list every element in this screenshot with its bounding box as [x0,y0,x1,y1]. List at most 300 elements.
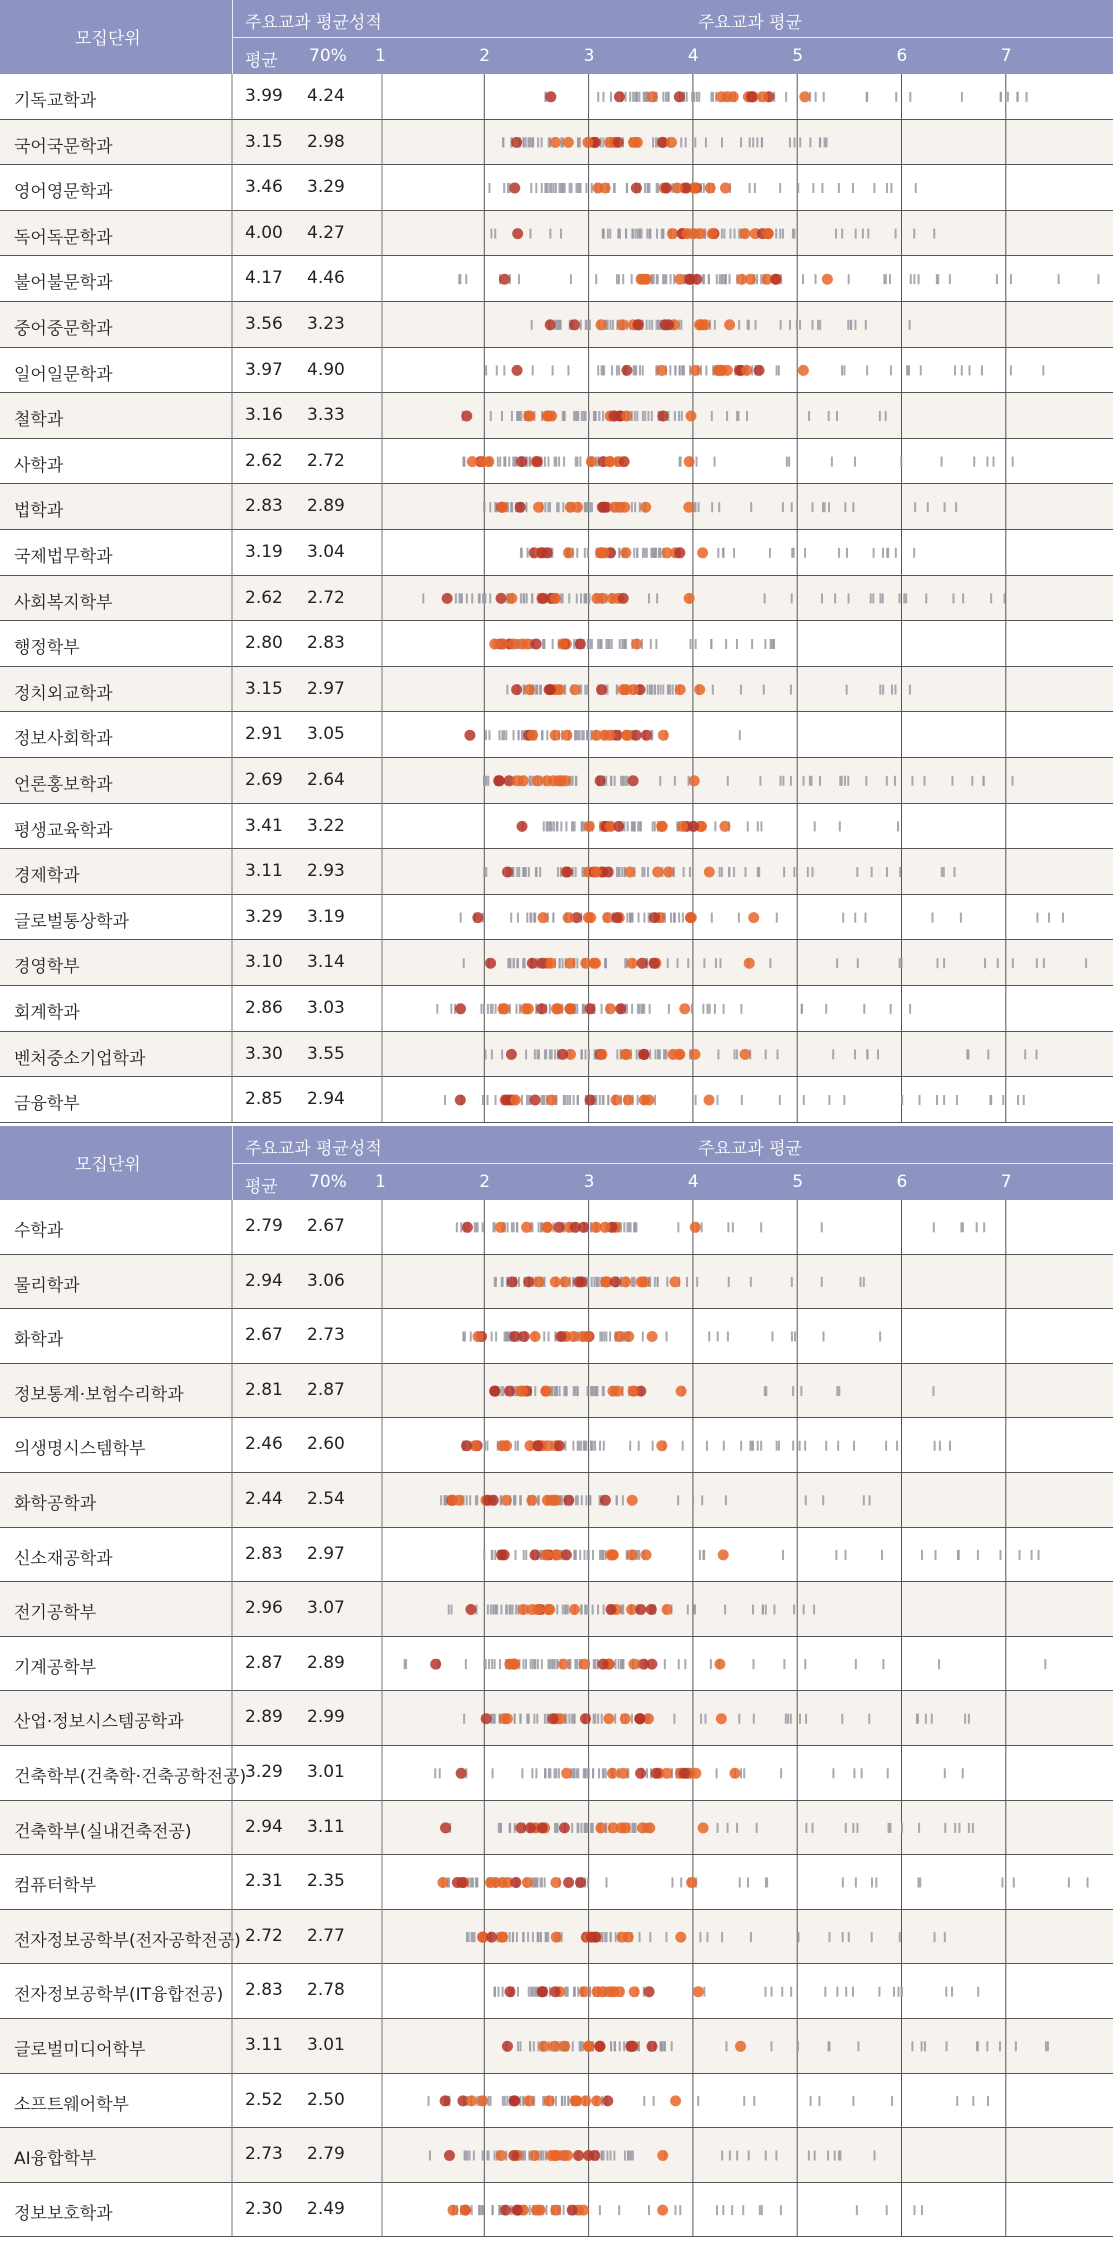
unit-name: 평생교육학과 [14,820,113,841]
distribution-tick [602,137,604,147]
distribution-tick [573,1386,575,1396]
distribution-tick [812,502,814,512]
distribution-tick [596,1277,598,1287]
pct70-value: 3.03 [307,998,345,1018]
distribution-tick [600,2151,602,2161]
distribution-tick [484,1441,486,1451]
distribution-tick [634,229,636,239]
distribution-tick [777,1049,779,1059]
distribution-tick [791,1277,793,1287]
distribution-tick [484,593,486,603]
distribution-tick [695,639,697,649]
distribution-tick [701,1495,703,1505]
distribution-tick [821,593,823,603]
distribution-tick [638,1004,640,1014]
admitted-dot [563,1877,574,1888]
admitted-dot [575,1877,586,1888]
distribution-tick [519,1714,521,1724]
admitted-dot [656,1440,667,1451]
distribution-tick [1045,2041,1047,2051]
distribution-tick [854,1049,856,1059]
distribution-tick [562,411,564,421]
distribution-tick [666,1277,668,1287]
admitted-dot [684,593,695,604]
admitted-dot [599,1222,610,1233]
distribution-tick [473,2151,475,2161]
unit-name: 화학과 [14,1330,64,1351]
distribution-tick [560,229,562,239]
avg-value: 2.91 [245,724,283,745]
strip-row [466,1932,946,1943]
distribution-tick [580,1823,582,1833]
distribution-tick [440,1495,442,1505]
distribution-tick [532,137,534,147]
distribution-tick [595,274,597,284]
distribution-tick [599,2205,601,2215]
distribution-tick [555,1768,557,1778]
distribution-tick [909,92,911,102]
distribution-tick [708,274,710,284]
distribution-tick [554,1659,556,1669]
distribution-tick [541,1095,543,1105]
admitted-dot [530,1095,541,1106]
distribution-tick [891,685,893,695]
distribution-tick [671,2041,673,2051]
pct70-value: 2.79 [307,2144,345,2165]
distribution-tick [599,639,601,649]
distribution-tick [548,1332,550,1342]
distribution-tick [741,1095,743,1105]
admitted-dot [674,91,685,102]
admitted-dot [440,2095,451,2106]
distribution-tick [872,593,874,603]
distribution-tick [760,1222,762,1232]
distribution-tick [734,1049,736,1059]
distribution-tick [863,1495,865,1505]
distribution-tick [552,1386,554,1396]
distribution-tick [571,821,573,831]
distribution-tick [497,1987,499,1997]
strip-row [489,183,917,194]
unit-name: 사학과 [14,455,64,476]
distribution-tick [677,1495,679,1505]
distribution-tick [489,730,491,740]
distribution-tick [862,229,864,239]
distribution-tick [460,913,462,923]
distribution-tick [588,593,590,603]
distribution-tick [727,1823,729,1833]
distribution-tick [918,1823,920,1833]
distribution-tick [790,1987,792,1997]
distribution-tick [587,1878,589,1888]
admitted-dot [545,319,556,330]
distribution-tick [732,1222,734,1232]
distribution-tick [509,1605,511,1615]
distribution-tick [882,1659,884,1669]
admitted-dot [596,319,607,330]
unit-name: 철학과 [14,410,64,431]
avg-value: 2.30 [245,2198,283,2219]
pct70-value: 3.01 [307,2035,345,2055]
distribution-tick [674,2205,676,2215]
admitted-dot [603,867,614,878]
distribution-tick [448,1605,450,1615]
distribution-tick [587,548,589,558]
distribution-tick [589,639,591,649]
admitted-dot [600,1276,611,1287]
distribution-tick [595,1386,597,1396]
admitted-dot [461,411,472,422]
distribution-tick [657,685,659,695]
distribution-tick [794,1332,796,1342]
admitted-dot [667,228,678,239]
distribution-tick [557,867,559,877]
distribution-tick [836,1987,838,1997]
admitted-dot [649,958,660,969]
distribution-tick [629,913,631,923]
distribution-tick [854,457,856,467]
pct70-value: 3.05 [307,724,345,745]
distribution-tick [770,639,772,649]
admitted-dot [719,821,730,832]
distribution-tick [577,1823,579,1833]
distribution-tick [866,92,868,102]
distribution-tick [895,92,897,102]
x-tick-label: 3 [583,1172,595,1192]
distribution-tick [505,730,507,740]
distribution-tick [834,2151,836,2161]
avg-value: 2.94 [245,1816,283,1837]
distribution-tick [818,2096,820,2106]
unit-name: 글로벌통상학과 [14,911,129,932]
distribution-tick [504,1332,506,1342]
admitted-dot [672,183,683,194]
distribution-tick [670,274,672,284]
avg-value: 2.72 [245,1925,283,1946]
admitted-dot [551,1932,562,1943]
distribution-tick [755,320,757,330]
strip-row [485,365,1044,376]
distribution-tick [729,274,731,284]
distribution-tick [885,411,887,421]
admitted-dot [683,502,694,513]
admitted-dot [506,593,517,604]
distribution-tick [538,1222,540,1232]
distribution-tick [886,867,888,877]
admitted-dot [562,867,573,878]
distribution-tick [592,1823,594,1833]
admitted-dot [682,228,693,239]
avg-value: 2.87 [245,1652,283,1673]
pct70-value: 2.97 [307,1543,345,1564]
distribution-tick [499,457,501,467]
admitted-dot [628,775,639,786]
distribution-tick [514,1495,516,1505]
distribution-tick [710,639,712,649]
distribution-tick [895,548,897,558]
avg-column-header: 평균 [245,51,278,71]
admitted-dot [552,1003,563,1014]
distribution-tick [491,1049,493,1059]
admitted-dot [716,1713,727,1724]
distribution-tick [800,1386,802,1396]
distribution-tick [838,183,840,193]
distribution-tick [717,548,719,558]
distribution-tick [579,1550,581,1560]
distribution-tick [918,274,920,284]
unit-name: 수학과 [14,1221,64,1241]
distribution-tick [910,274,912,284]
distribution-tick [618,867,620,877]
unit-name: 소프트웨어학부 [14,2094,129,2115]
avg-value: 3.19 [245,542,283,562]
distribution-tick [593,1714,595,1724]
distribution-tick [660,2041,662,2051]
distribution-tick [584,1550,586,1560]
distribution-tick [638,1441,640,1451]
distribution-tick [489,183,491,193]
admitted-dot [543,1604,554,1615]
distribution-tick [838,2151,840,2161]
distribution-tick [977,1987,979,1997]
strip-row [506,684,911,695]
distribution-tick [499,730,501,740]
admitted-dot [532,775,543,786]
distribution-tick [512,1605,514,1615]
distribution-tick [486,1095,488,1105]
distribution-tick [670,913,672,923]
distribution-tick [646,1768,648,1778]
admitted-dot [689,1049,700,1060]
distribution-tick [511,411,513,421]
distribution-tick [1068,1878,1070,1888]
distribution-tick [1036,913,1038,923]
distribution-tick [856,1823,858,1833]
distribution-tick [544,1714,546,1724]
admitted-dot [741,365,752,376]
distribution-tick [520,411,522,421]
distribution-tick [921,2205,923,2215]
distribution-tick [512,1932,514,1942]
admitted-dot [442,593,453,604]
distribution-tick [976,2041,978,2051]
distribution-tick [807,867,809,877]
distribution-tick [492,1768,494,1778]
distribution-tick [900,457,902,467]
distribution-tick [687,1605,689,1615]
admitted-dot [594,2041,605,2052]
distribution-tick [949,274,951,284]
distribution-tick [715,958,717,968]
admitted-dot [515,1822,526,1833]
distribution-tick [776,1441,778,1451]
distribution-tick [560,183,562,193]
admitted-dot [744,958,755,969]
distribution-tick [799,1714,801,1724]
distribution-tick [954,1823,956,1833]
distribution-tick [602,1550,604,1560]
distribution-tick [507,958,509,968]
distribution-tick [987,2096,989,2106]
distribution-tick [650,639,652,649]
admitted-dot [639,274,650,285]
distribution-tick [518,274,520,284]
distribution-tick [555,457,557,467]
admitted-dot [698,1822,709,1833]
distribution-tick [599,1332,601,1342]
distribution-tick [563,457,565,467]
admitted-dot [700,319,711,330]
distribution-tick [655,639,657,649]
distribution-tick [705,365,707,375]
admitted-dot [495,1222,506,1233]
distribution-tick [729,2151,731,2161]
admitted-dot [512,775,523,786]
distribution-tick [721,1932,723,1942]
distribution-tick [841,776,843,786]
distribution-tick [773,1605,775,1615]
distribution-tick [686,1277,688,1287]
distribution-tick [711,913,713,923]
distribution-tick [605,1332,607,1342]
avg-value: 2.44 [245,1489,283,1509]
distribution-tick [490,1004,492,1014]
admitted-dot [510,1095,521,1106]
distribution-tick [814,821,816,831]
distribution-tick [593,411,595,421]
strip-row [422,593,1005,604]
admitted-dot [647,2041,658,2052]
admitted-dot [657,2205,668,2216]
distribution-tick [589,502,591,512]
distribution-tick [494,1987,496,1997]
strip-row [463,1713,970,1724]
distribution-tick [581,1495,583,1505]
admitted-dot [600,1495,611,1506]
admitted-dot [488,1495,499,1506]
distribution-tick [494,229,496,239]
pct70-value: 2.49 [307,2198,345,2219]
distribution-tick [649,685,651,695]
distribution-tick [736,1823,738,1833]
distribution-tick [771,1332,773,1342]
admitted-dot [532,456,543,467]
distribution-tick [792,1386,794,1396]
admitted-dot [596,684,607,695]
distribution-tick [678,411,680,421]
distribution-tick [499,1659,501,1669]
distribution-tick [573,639,575,649]
admitted-dot [550,1877,561,1888]
distribution-tick [1019,1550,1021,1560]
admitted-dot [657,2150,668,2161]
distribution-tick [490,1605,492,1615]
distribution-tick [637,229,639,239]
distribution-tick [463,1714,465,1724]
distribution-tick [968,1823,970,1833]
distribution-tick [776,365,778,375]
distribution-tick [696,1277,698,1287]
distribution-tick [469,2151,471,2161]
distribution-tick [955,502,957,512]
distribution-tick [531,320,533,330]
distribution-tick [502,1987,504,1997]
distribution-tick [479,593,481,603]
distribution-tick [747,1878,749,1888]
distribution-tick [614,2041,616,2051]
admitted-dot [628,1659,639,1670]
admitted-dot [627,1495,638,1506]
admitted-dot [602,912,613,923]
distribution-tick [691,92,693,102]
admitted-dot [533,1276,544,1287]
distribution-tick [531,593,533,603]
unit-name: 건축학부(실내건축전공) [14,1821,192,1842]
distribution-tick [810,2096,812,2106]
distribution-tick [915,183,917,193]
admitted-dot [550,2150,561,2161]
distribution-tick [577,1386,579,1396]
distribution-tick [655,137,657,147]
distribution-tick [747,821,749,831]
unit-name: 신소재공학과 [14,1548,113,1569]
distribution-tick [901,1987,903,1997]
distribution-tick [583,411,585,421]
admitted-dot [657,411,668,422]
avg-value: 2.83 [245,1980,283,2001]
distribution-tick [808,2151,810,2161]
admitted-dot [517,821,528,832]
distribution-tick [485,776,487,786]
distribution-tick [894,685,896,695]
distribution-tick [559,1386,561,1396]
distribution-tick [549,821,551,831]
distribution-tick [843,1095,845,1105]
unit-name: 독어독문학과 [14,227,113,248]
strip-row [484,1049,1037,1060]
distribution-tick [1062,913,1064,923]
x-tick-label: 3 [583,46,595,66]
distribution-tick [541,730,543,740]
distribution-tick [524,2151,526,2161]
distribution-tick [509,1932,511,1942]
admitted-dot [631,183,642,194]
admitted-dot [448,2205,459,2216]
admitted-dot [652,867,663,878]
distribution-tick [654,821,656,831]
x-tick-label: 4 [687,1172,699,1192]
distribution-tick [554,1049,556,1059]
distribution-tick [856,2205,858,2215]
admitted-dot [558,1659,569,1670]
distribution-tick [737,411,739,421]
distribution-tick [530,913,532,923]
distribution-tick [951,776,953,786]
distribution-tick [587,502,589,512]
distribution-tick [585,1441,587,1451]
pct70-value: 3.04 [307,542,345,562]
unit-name: 회계학과 [14,1003,80,1023]
distribution-tick [562,1605,564,1615]
distribution-tick [577,1987,579,1997]
distribution-tick [866,1049,868,1059]
distribution-tick [775,229,777,239]
admitted-dot [669,1276,680,1287]
admitted-dot [531,2205,542,2216]
distribution-tick [610,2041,612,2051]
distribution-tick [804,548,806,558]
distribution-tick [778,1441,780,1451]
